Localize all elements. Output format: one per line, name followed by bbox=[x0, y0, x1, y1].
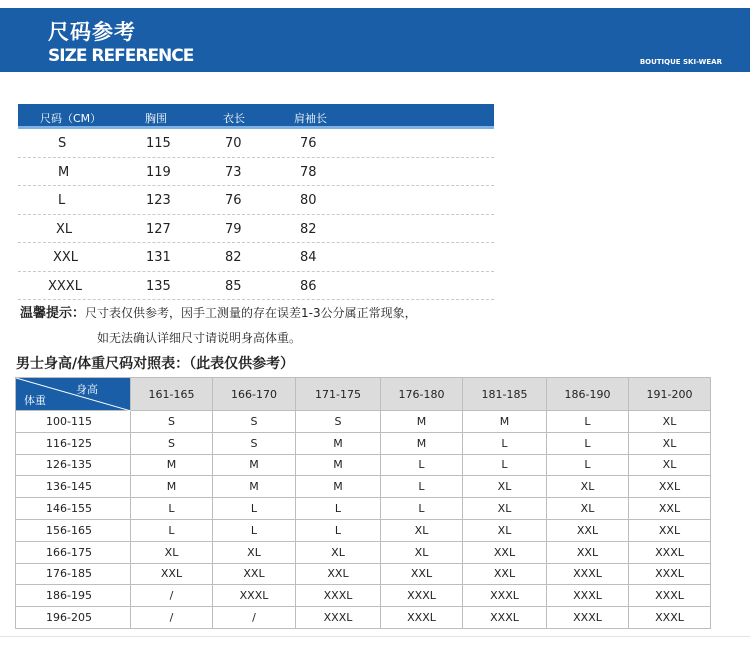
size-recommendation-cell: L bbox=[213, 498, 296, 520]
weight-row bbox=[16, 454, 711, 476]
size-table bbox=[18, 104, 494, 300]
tip-line-2: 如无法确认详细尺寸请说明身高体重。 bbox=[97, 331, 302, 345]
size-recommendation-cell: L bbox=[381, 476, 463, 498]
sleeve-cell: 82 bbox=[300, 221, 317, 237]
size-recommendation-cell: S bbox=[296, 411, 381, 433]
weight-range-cell: 176-185 bbox=[16, 563, 131, 585]
chart-title-main: 男士身高/体重尺码对照表： bbox=[16, 356, 190, 372]
size-table-row bbox=[18, 158, 494, 187]
size-table-header-chest: 胸围 bbox=[145, 112, 167, 125]
size-recommendation-cell: M bbox=[296, 454, 381, 476]
size-table-row bbox=[18, 243, 494, 272]
weight-row bbox=[16, 476, 711, 498]
corner-height-label: 身高 bbox=[76, 383, 98, 396]
weight-row bbox=[16, 411, 711, 433]
corner-weight-label: 体重 bbox=[24, 394, 46, 407]
size-recommendation-cell: XXXL bbox=[381, 585, 463, 607]
weight-row bbox=[16, 607, 711, 629]
size-recommendation-cell: XL bbox=[547, 476, 629, 498]
weight-row bbox=[16, 585, 711, 607]
weight-row bbox=[16, 541, 711, 563]
size-recommendation-cell: L bbox=[131, 498, 213, 520]
size-cell: S bbox=[58, 136, 67, 151]
size-recommendation-cell: XXXL bbox=[296, 607, 381, 629]
size-recommendation-cell: L bbox=[213, 519, 296, 541]
size-recommendation-cell: XL bbox=[381, 519, 463, 541]
length-cell: 70 bbox=[225, 136, 242, 151]
height-range-header: 181-185 bbox=[463, 378, 547, 411]
size-table-header-length: 衣长 bbox=[223, 112, 245, 125]
size-cell: XXL bbox=[53, 250, 79, 265]
size-table-row bbox=[18, 215, 494, 244]
size-recommendation-cell: XXXL bbox=[547, 607, 629, 629]
length-cell: 76 bbox=[225, 193, 242, 208]
height-weight-table bbox=[15, 377, 711, 629]
chart-title bbox=[16, 353, 294, 373]
size-recommendation-cell: S bbox=[131, 411, 213, 433]
size-recommendation-cell: / bbox=[213, 607, 296, 629]
tip-text-1: 尺寸表仅供参考，因手工测量的存在误差1-3公分属正常现象， bbox=[85, 306, 417, 320]
size-recommendation-cell: XL bbox=[381, 541, 463, 563]
size-recommendation-cell: M bbox=[296, 432, 381, 454]
sleeve-cell: 80 bbox=[300, 193, 317, 208]
weight-range-cell: 186-195 bbox=[16, 585, 131, 607]
size-recommendation-cell: XXL bbox=[463, 563, 547, 585]
weight-range-cell: 156-165 bbox=[16, 519, 131, 541]
size-recommendation-cell: XXL bbox=[131, 563, 213, 585]
size-recommendation-cell: XXXL bbox=[629, 563, 711, 585]
height-range-header: 186-190 bbox=[547, 378, 629, 411]
size-recommendation-cell: XXXL bbox=[547, 585, 629, 607]
size-recommendation-cell: XL bbox=[463, 476, 547, 498]
size-recommendation-cell: XXXL bbox=[629, 607, 711, 629]
size-recommendation-cell: XXL bbox=[381, 563, 463, 585]
size-recommendation-cell: XL bbox=[463, 498, 547, 520]
size-recommendation-cell: L bbox=[381, 498, 463, 520]
length-cell: 79 bbox=[225, 221, 242, 237]
size-cell: XXXL bbox=[48, 278, 82, 294]
weight-range-cell: 116-125 bbox=[16, 432, 131, 454]
size-recommendation-cell: M bbox=[381, 411, 463, 433]
sleeve-cell: 76 bbox=[300, 136, 317, 151]
size-recommendation-cell: XL bbox=[131, 541, 213, 563]
size-recommendation-cell: M bbox=[463, 411, 547, 433]
size-recommendation-cell: XXXL bbox=[463, 585, 547, 607]
size-cell: M bbox=[58, 164, 70, 180]
size-recommendation-cell: XL bbox=[213, 541, 296, 563]
chest-cell: 115 bbox=[146, 136, 171, 151]
length-cell: 85 bbox=[225, 278, 242, 294]
size-recommendation-cell: XXL bbox=[213, 563, 296, 585]
banner-tagline: BOUTIQUE SKI-WEAR bbox=[639, 58, 722, 66]
size-recommendation-cell: M bbox=[131, 454, 213, 476]
size-recommendation-cell: L bbox=[131, 519, 213, 541]
weight-range-cell: 196-205 bbox=[16, 607, 131, 629]
size-table-row bbox=[18, 186, 494, 215]
size-recommendation-cell: S bbox=[131, 432, 213, 454]
size-recommendation-cell: M bbox=[381, 432, 463, 454]
size-recommendation-cell: M bbox=[296, 476, 381, 498]
size-recommendation-cell: XL bbox=[463, 519, 547, 541]
size-table-header-size: 尺码（CM） bbox=[40, 112, 102, 125]
size-recommendation-cell: M bbox=[213, 476, 296, 498]
size-recommendation-cell: XXL bbox=[296, 563, 381, 585]
size-recommendation-cell: M bbox=[131, 476, 213, 498]
tip-line-1 bbox=[20, 302, 417, 321]
size-recommendation-cell: L bbox=[463, 454, 547, 476]
size-recommendation-cell: XXXL bbox=[213, 585, 296, 607]
height-range-header: 166-170 bbox=[213, 378, 296, 411]
size-recommendation-cell: / bbox=[131, 607, 213, 629]
size-recommendation-cell: XXL bbox=[463, 541, 547, 563]
banner-title-cn: 尺码参考 bbox=[48, 20, 136, 44]
divider bbox=[0, 636, 750, 637]
length-cell: 73 bbox=[225, 164, 242, 180]
size-recommendation-cell: L bbox=[547, 432, 629, 454]
size-recommendation-cell: S bbox=[213, 411, 296, 433]
weight-range-cell: 100-115 bbox=[16, 411, 131, 433]
sleeve-cell: 84 bbox=[300, 250, 317, 265]
height-range-header: 191-200 bbox=[629, 378, 711, 411]
chest-cell: 123 bbox=[146, 193, 171, 208]
size-recommendation-cell: XXL bbox=[547, 519, 629, 541]
size-recommendation-cell: M bbox=[213, 454, 296, 476]
size-recommendation-cell: L bbox=[296, 519, 381, 541]
chest-cell: 127 bbox=[146, 221, 171, 237]
weight-range-cell: 126-135 bbox=[16, 454, 131, 476]
chest-cell: 135 bbox=[146, 278, 171, 294]
size-recommendation-cell: XXXL bbox=[629, 541, 711, 563]
size-recommendation-cell: XXL bbox=[547, 541, 629, 563]
size-recommendation-cell: XL bbox=[547, 498, 629, 520]
size-table-header-sleeve: 肩袖长 bbox=[294, 112, 327, 125]
size-recommendation-cell: L bbox=[381, 454, 463, 476]
size-recommendation-cell: L bbox=[463, 432, 547, 454]
size-cell: L bbox=[58, 193, 66, 208]
table-corner bbox=[16, 378, 131, 411]
size-recommendation-cell: XXL bbox=[629, 476, 711, 498]
sleeve-cell: 86 bbox=[300, 278, 317, 294]
height-range-header: 176-180 bbox=[381, 378, 463, 411]
weight-row bbox=[16, 498, 711, 520]
size-recommendation-cell: / bbox=[131, 585, 213, 607]
sleeve-cell: 78 bbox=[300, 164, 317, 180]
height-range-header: 161-165 bbox=[131, 378, 213, 411]
weight-range-cell: 166-175 bbox=[16, 541, 131, 563]
size-recommendation-cell: L bbox=[547, 454, 629, 476]
weight-range-cell: 136-145 bbox=[16, 476, 131, 498]
banner-title-en: SIZE REFERENCE bbox=[48, 46, 194, 66]
weight-row bbox=[16, 432, 711, 454]
size-table-row bbox=[18, 272, 494, 301]
height-header-row bbox=[16, 378, 711, 411]
size-recommendation-cell: XXXL bbox=[547, 563, 629, 585]
tip-label: 温馨提示： bbox=[20, 306, 86, 321]
chest-cell: 119 bbox=[146, 164, 171, 180]
length-cell: 82 bbox=[225, 250, 242, 265]
size-table-header bbox=[18, 104, 494, 129]
chest-cell: 131 bbox=[146, 250, 171, 265]
size-recommendation-cell: XXXL bbox=[463, 607, 547, 629]
size-recommendation-cell: S bbox=[213, 432, 296, 454]
size-recommendation-cell: XXXL bbox=[381, 607, 463, 629]
size-table-row bbox=[18, 129, 494, 158]
size-recommendation-cell: XL bbox=[629, 411, 711, 433]
size-recommendation-cell: XXL bbox=[629, 519, 711, 541]
weight-range-cell: 146-155 bbox=[16, 498, 131, 520]
header-banner bbox=[0, 8, 750, 72]
size-recommendation-cell: XXXL bbox=[629, 585, 711, 607]
size-recommendation-cell: XL bbox=[296, 541, 381, 563]
size-recommendation-cell: XXL bbox=[629, 498, 711, 520]
size-recommendation-cell: XL bbox=[629, 432, 711, 454]
height-range-header: 171-175 bbox=[296, 378, 381, 411]
size-recommendation-cell: L bbox=[547, 411, 629, 433]
size-cell: XL bbox=[56, 221, 73, 237]
weight-row bbox=[16, 563, 711, 585]
size-recommendation-cell: L bbox=[296, 498, 381, 520]
chart-title-note: （此表仅供参考） bbox=[189, 356, 295, 372]
size-recommendation-cell: XL bbox=[629, 454, 711, 476]
size-recommendation-cell: XXXL bbox=[296, 585, 381, 607]
weight-row bbox=[16, 519, 711, 541]
